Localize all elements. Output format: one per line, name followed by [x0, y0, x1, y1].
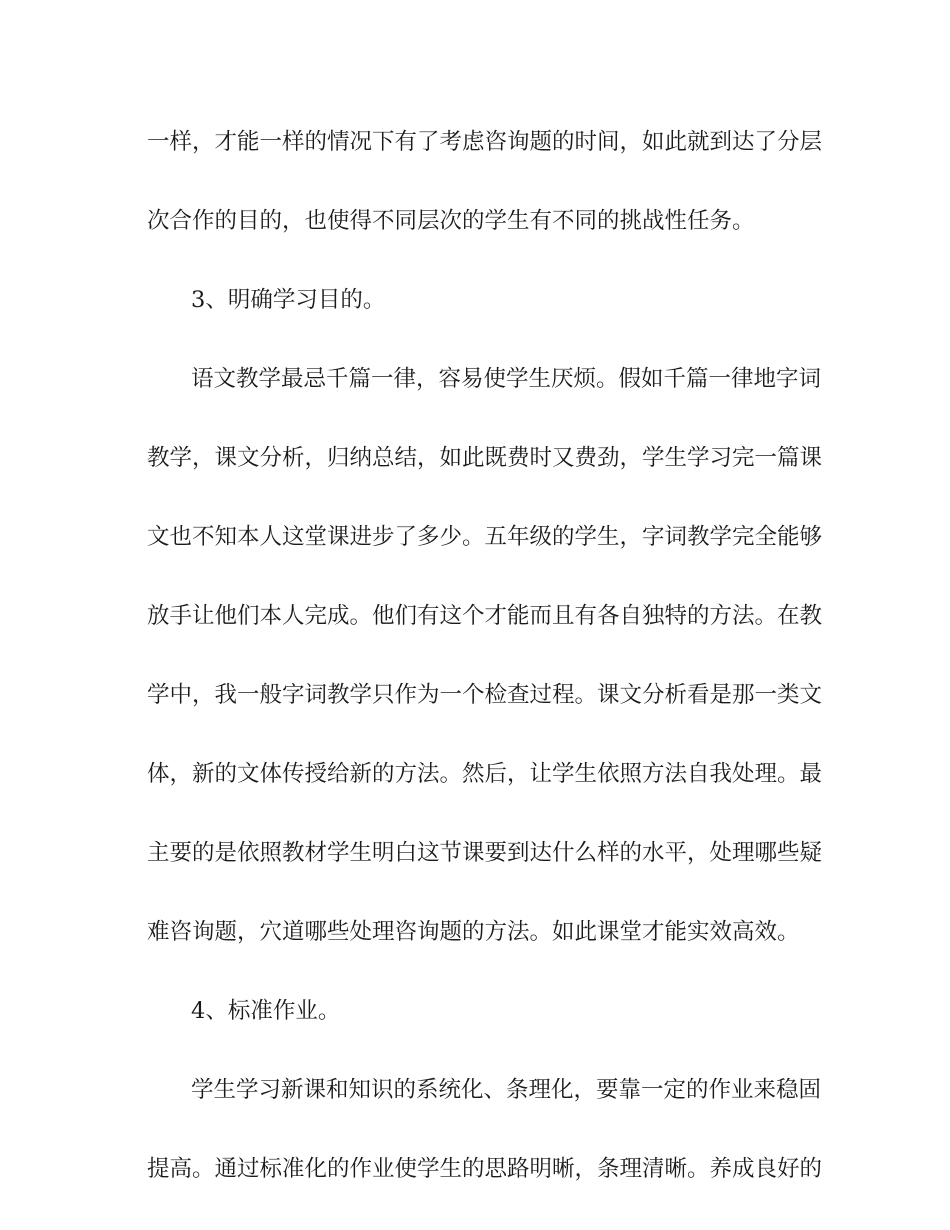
text-line: 放手让他们本人完成。他们有这个才能而且有各自独特的方法。在教	[147, 603, 823, 629]
text-line: 难咨询题，穴道哪些处理咨询题的方法。如此课堂才能实效高效。	[147, 919, 800, 945]
text-line: 学中，我一般字词教学只作为一个检查过程。课文分析看是那一类文	[147, 682, 823, 708]
text-line: 学生学习新课和知识的系统化、条理化，要靠一定的作业来稳固	[191, 1077, 822, 1103]
text-line: 教学，课文分析，归纳总结，如此既费时又费劲，学生学习完一篇课	[147, 445, 823, 471]
text-line: 文也不知本人这堂课进步了多少。五年级的学生，字词教学完全能够	[147, 524, 823, 550]
text-line: 提高。通过标准化的作业使学生的思路明晰，条理清晰。养成良好的	[147, 1156, 823, 1182]
document-body	[147, 122, 823, 1228]
text-line: 主要的是依照教材学生明白这节课要到达什么样的水平，处理哪些疑	[147, 840, 823, 866]
section-heading: 3、明确学习目的。	[191, 287, 386, 313]
section-heading: 4、标准作业。	[191, 998, 341, 1024]
text-line: 一样，才能一样的情况下有了考虑咨询题的时间，如此就到达了分层	[147, 129, 823, 155]
text-line: 次合作的目的，也使得不同层次的学生有不同的挑战性任务。	[147, 208, 755, 234]
text-line: 语文教学最忌千篇一律，容易使学生厌烦。假如千篇一律地字词	[191, 366, 822, 392]
text-line: 体，新的文体传授给新的方法。然后，让学生依照方法自我处理。最	[147, 761, 823, 787]
